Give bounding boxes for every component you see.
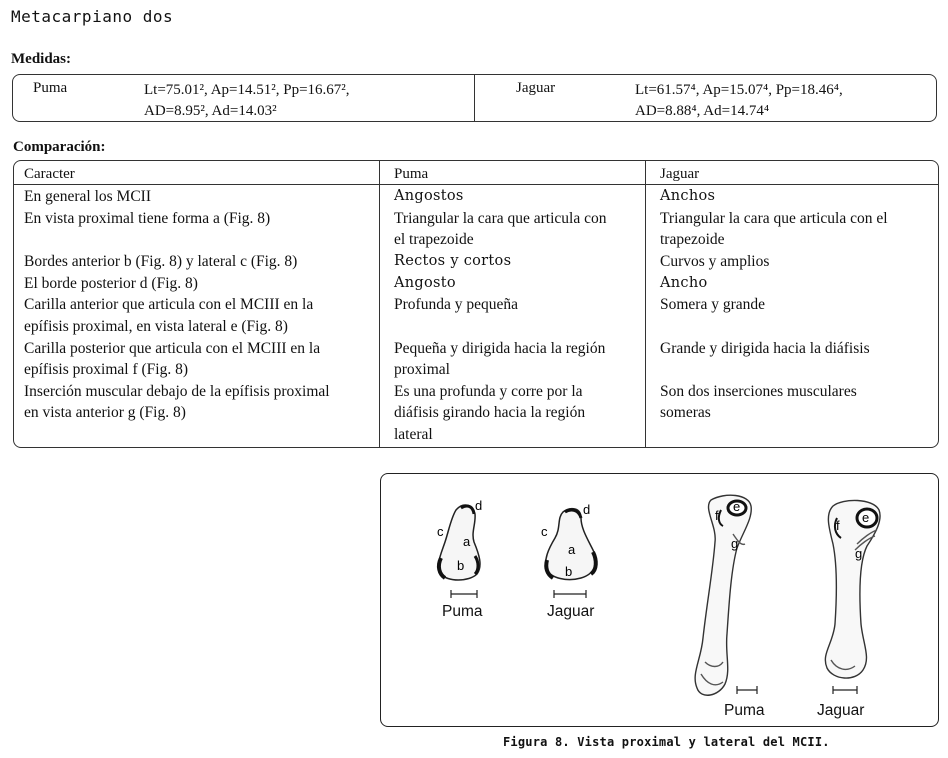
medidas-jaguar-name: Jaguar: [516, 80, 556, 96]
fig-letter-d: d: [475, 498, 483, 513]
fig-letter-d: d: [583, 502, 591, 517]
figure-8-drawing: [381, 474, 937, 725]
jaguar-lateral-bone: [825, 500, 880, 678]
medidas-puma-line2: AD=8.95², Ad=14.03²: [144, 103, 277, 119]
puma-cell: Es una profunda y corre por la: [394, 383, 583, 400]
jaguar-cell: Somera y grande: [660, 296, 766, 313]
fig-letter-c: c: [437, 524, 444, 539]
header-puma: Puma: [394, 166, 429, 182]
page-title: Metacarpiano dos: [11, 7, 174, 26]
medidas-puma-name: Puma: [33, 80, 68, 96]
jaguar-cell: Triangular la cara que articula con el: [660, 210, 888, 227]
medidas-box: [12, 74, 937, 122]
puma-cell: lateral: [394, 426, 433, 443]
jaguar-cell: Grande y dirigida hacia la diáfisis: [660, 340, 870, 357]
puma-cell: Triangular la cara que articula con: [394, 210, 607, 227]
fig-letter-g: g: [855, 546, 863, 561]
fig-letter-a: a: [568, 542, 576, 557]
caracter-cell: epífisis proximal f (Fig. 8): [24, 361, 189, 378]
caracter-cell: Carilla posterior que articula con el MCIII en la: [24, 340, 321, 357]
figure-label-jaguar-proximal: Jaguar: [547, 603, 595, 620]
fig-letter-g: g: [731, 536, 739, 551]
fig-letter-e: e: [862, 510, 870, 525]
jaguar-cell: Curvos y amplios: [660, 253, 770, 270]
fig-letter-b: b: [565, 564, 573, 579]
fig-letter-e: e: [733, 499, 741, 514]
table-header-rule: [14, 184, 938, 185]
puma-cell: el trapezoide: [394, 231, 474, 248]
jaguar-cell: someras: [660, 404, 711, 421]
jaguar-cell: trapezoide: [660, 231, 725, 248]
puma-cell: Angosto: [394, 275, 456, 291]
puma-lateral-bone: [695, 495, 751, 695]
figure-label-puma-lateral: Puma: [724, 702, 765, 719]
puma-cell: Pequeña y dirigida hacia la región: [394, 340, 606, 357]
medidas-jaguar-values: [635, 80, 843, 122]
medidas-puma-values: [144, 80, 350, 122]
puma-cell: diáfisis girando hacia la región: [394, 404, 586, 421]
fig-letter-a: a: [463, 534, 471, 549]
puma-cell: Rectos y cortos: [394, 253, 512, 269]
medidas-heading: Medidas:: [11, 51, 71, 67]
fig-letter-f: f: [715, 508, 719, 523]
jaguar-cell: Anchos: [660, 188, 716, 204]
header-jaguar: Jaguar: [660, 166, 700, 182]
caracter-cell: Inserción muscular debajo de la epífisis proximal: [24, 383, 330, 400]
fig-letter-c: c: [541, 524, 548, 539]
figure-label-jaguar-lateral: Jaguar: [817, 702, 865, 719]
comparacion-table: [13, 160, 939, 448]
caracter-cell: Carilla anterior que articula con el MCIII en la: [24, 296, 314, 313]
puma-cell: Angostos: [394, 188, 464, 204]
medidas-jaguar-line2: AD=8.88⁴, Ad=14.74⁴: [635, 103, 770, 119]
fig-letter-b: b: [457, 558, 465, 573]
jaguar-cell: Ancho: [660, 275, 708, 291]
table-divider-2: [645, 161, 646, 447]
caracter-cell: epífisis proximal, en vista lateral e (Fig. 8): [24, 318, 288, 335]
medidas-jaguar-line1: Lt=61.57⁴, Ap=15.07⁴, Pp=18.46⁴,: [635, 82, 843, 98]
header-caracter: Caracter: [24, 166, 75, 182]
puma-cell: proximal: [394, 361, 450, 378]
figure-8-frame: [380, 473, 939, 727]
table-divider-1: [379, 161, 380, 447]
caracter-cell: En general los MCII: [24, 188, 151, 205]
puma-cell: Profunda y pequeña: [394, 296, 518, 313]
caracter-cell: en vista anterior g (Fig. 8): [24, 404, 186, 421]
caracter-cell: El borde posterior d (Fig. 8): [24, 275, 198, 292]
jaguar-cell: Son dos inserciones musculares: [660, 383, 857, 400]
fig-letter-f: f: [836, 518, 840, 533]
comparacion-heading: Comparación:: [13, 139, 106, 155]
caracter-cell: En vista proximal tiene forma a (Fig. 8): [24, 210, 271, 227]
medidas-puma-line1: Lt=75.01², Ap=14.51², Pp=16.67²,: [144, 82, 350, 98]
figure-label-puma-proximal: Puma: [442, 603, 483, 620]
caracter-cell: Bordes anterior b (Fig. 8) y lateral c (Fig. 8): [24, 253, 298, 270]
figure-caption: Figura 8. Vista proximal y lateral del MCII.: [503, 735, 830, 749]
medidas-divider: [474, 75, 475, 121]
